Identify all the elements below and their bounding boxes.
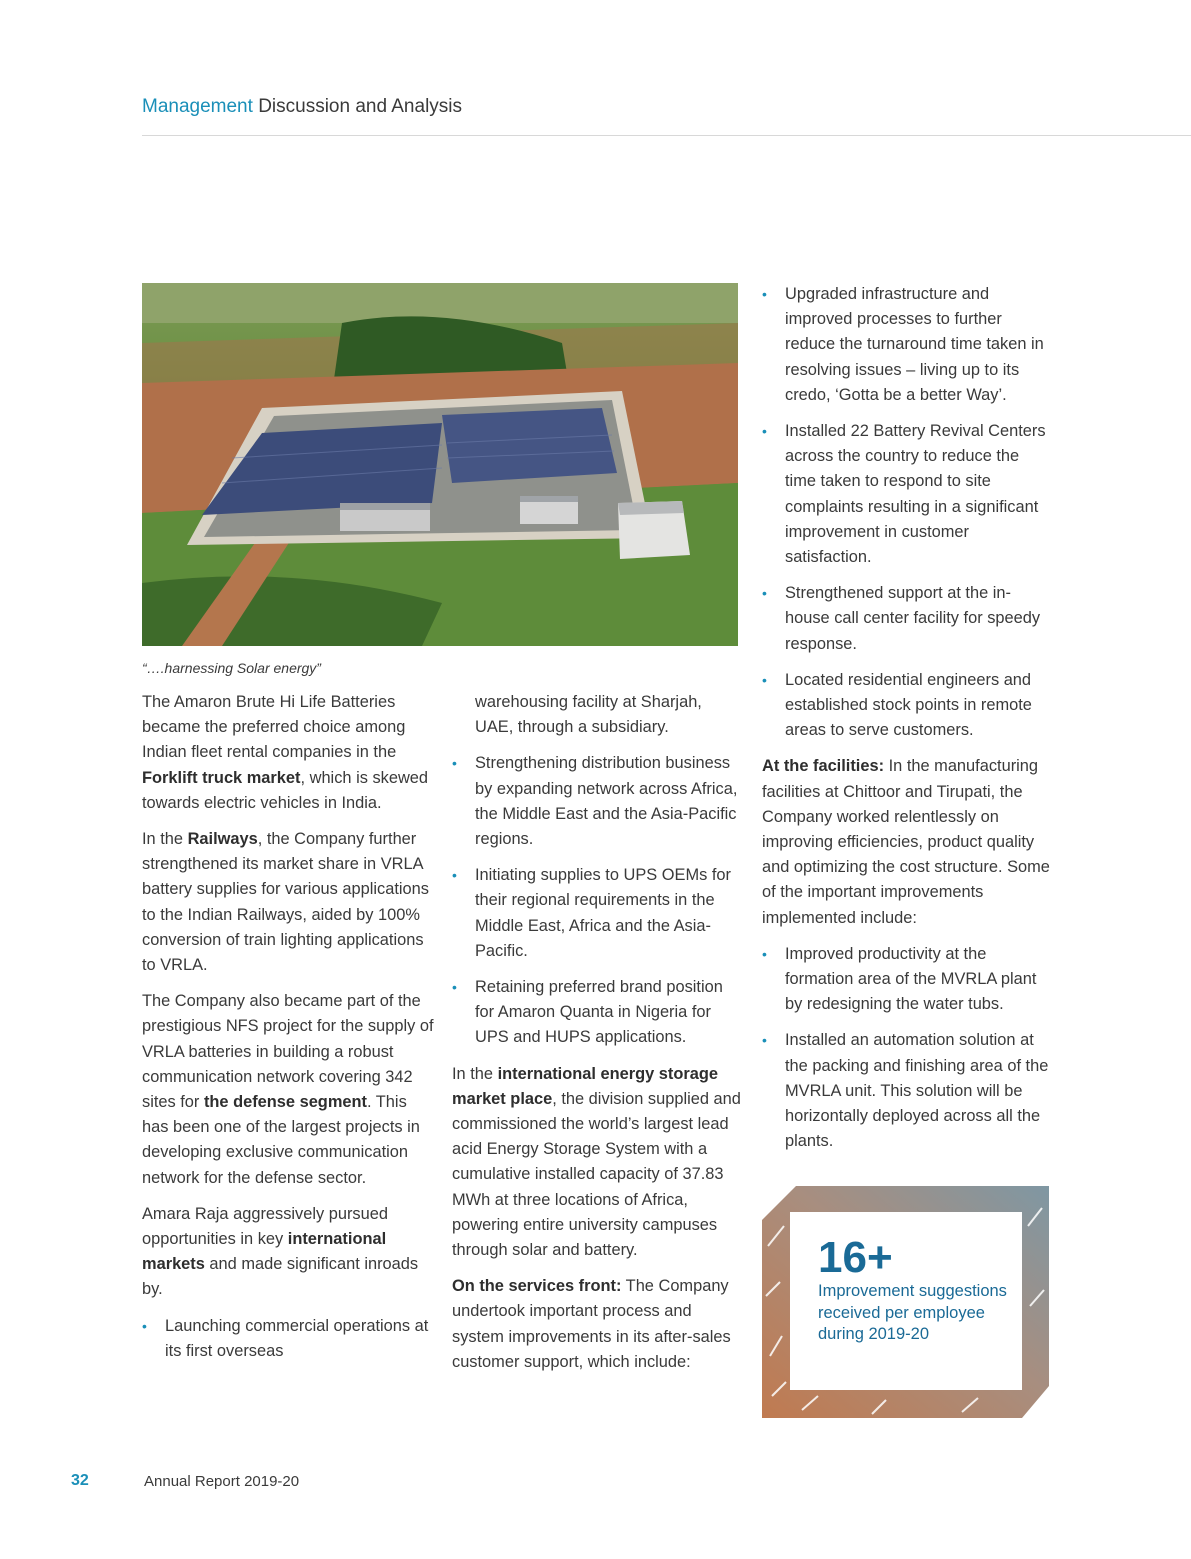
list-item: • Launching commercial operations at its first overseas — [142, 1314, 437, 1364]
paragraph-defense: The Company also became part of the prestigious NFS project for the supply of VRLA batteries in building a robust communication network covering 342 sites for the defense segment. This has been one of the largest projects in developing exclusive communication network for the defense sector. — [142, 992, 434, 1187]
column-1 — [142, 690, 437, 1375]
solar-plant-illustration — [142, 283, 738, 646]
footer-title: Annual Report 2019-20 — [144, 1473, 300, 1490]
stat-number: 16+ — [818, 1233, 893, 1282]
solar-plant-photo — [142, 283, 738, 646]
header-accent: Management — [142, 96, 253, 117]
list-item: • Strengthening distribution business by expanding network across Africa, the Middle East and the Asia-Pacific regions. — [452, 751, 742, 852]
page-number: 32 — [71, 1472, 89, 1489]
list-item: • Initiating supplies to UPS OEMs for their regional requirements in the Middle East, Africa and the Asia-Pacific. — [452, 863, 742, 964]
services-list — [762, 282, 1052, 743]
international-list-continued — [452, 751, 742, 1050]
list-item: • Installed an automation solution at the packing and finishing area of the MVRLA unit. This solution will be horizontally deployed across all the plants. — [762, 1028, 1052, 1154]
paragraph-forklift: The Amaron Brute Hi Life Batteries became the preferred choice among Indian fleet rental companies in the Forklift truck market, which is skewed towards electric vehicles in India. — [142, 693, 429, 812]
list-item-continuation: warehousing facility at Sharjah, UAE, through a subsidiary. — [475, 693, 702, 737]
header-title: Discussion and Analysis — [258, 96, 463, 117]
list-item: • Improved productivity at the formation area of the MVRLA plant by redesigning the water tubs. — [762, 942, 1052, 1018]
list-item: • Strengthened support at the in-house call center facility for speedy response. — [762, 581, 1052, 657]
list-item: • Located residential engineers and established stock points in remote areas to serve customers. — [762, 668, 1052, 744]
list-item: • Upgraded infrastructure and improved processes to further reduce the turnaround time taken in resolving issues – living up to its credo, ‘Gotta be a better Way’. — [762, 282, 1052, 408]
paragraph-services: On the services front: The Company undertook important process and system improvements in its after-sales customer support, which include: — [452, 1277, 731, 1371]
list-item: • Retaining preferred brand position for Amaron Quanta in Nigeria for UPS and HUPS applications. — [452, 975, 742, 1051]
paragraph-international: Amara Raja aggressively pursued opportunities in key international markets and made significant inroads by. — [142, 1204, 419, 1299]
photo-caption: “….harnessing Solar energy” — [142, 660, 321, 676]
paragraph-energy-storage: In the international energy storage market place, the division supplied and commissioned the world’s largest lead acid Energy Storage System with a cumulative installed capacity of 37.83 MWh at three locations of Africa, powering entire university campuses through solar and battery. — [452, 1064, 741, 1260]
page-header — [142, 96, 462, 118]
column-3 — [762, 282, 1052, 1166]
column-2 — [452, 690, 742, 1386]
paragraph-railways: In the Railways, the Company further strengthened its market share in VRLA battery supplies for various applications to the Indian Railways, aided by 100% conversion of train lighting applications to VRLA. — [142, 830, 429, 975]
facilities-list — [762, 942, 1052, 1155]
list-item: • Installed 22 Battery Revival Centers across the country to reduce the time taken to respond to site complaints resulting in a significant improvement in customer satisfaction. — [762, 419, 1052, 570]
paragraph-facilities: At the facilities: In the manufacturing facilities at Chittoor and Tirupati, the Company worked relentlessly on improving efficiencies, product quality and optimizing the cost structure. Some of the important improvements implemented include: — [762, 757, 1050, 927]
header-divider — [142, 135, 1191, 136]
stat-description: Improvement suggestions received per employee during 2019-20 — [818, 1282, 1007, 1343]
international-list — [142, 1314, 437, 1364]
